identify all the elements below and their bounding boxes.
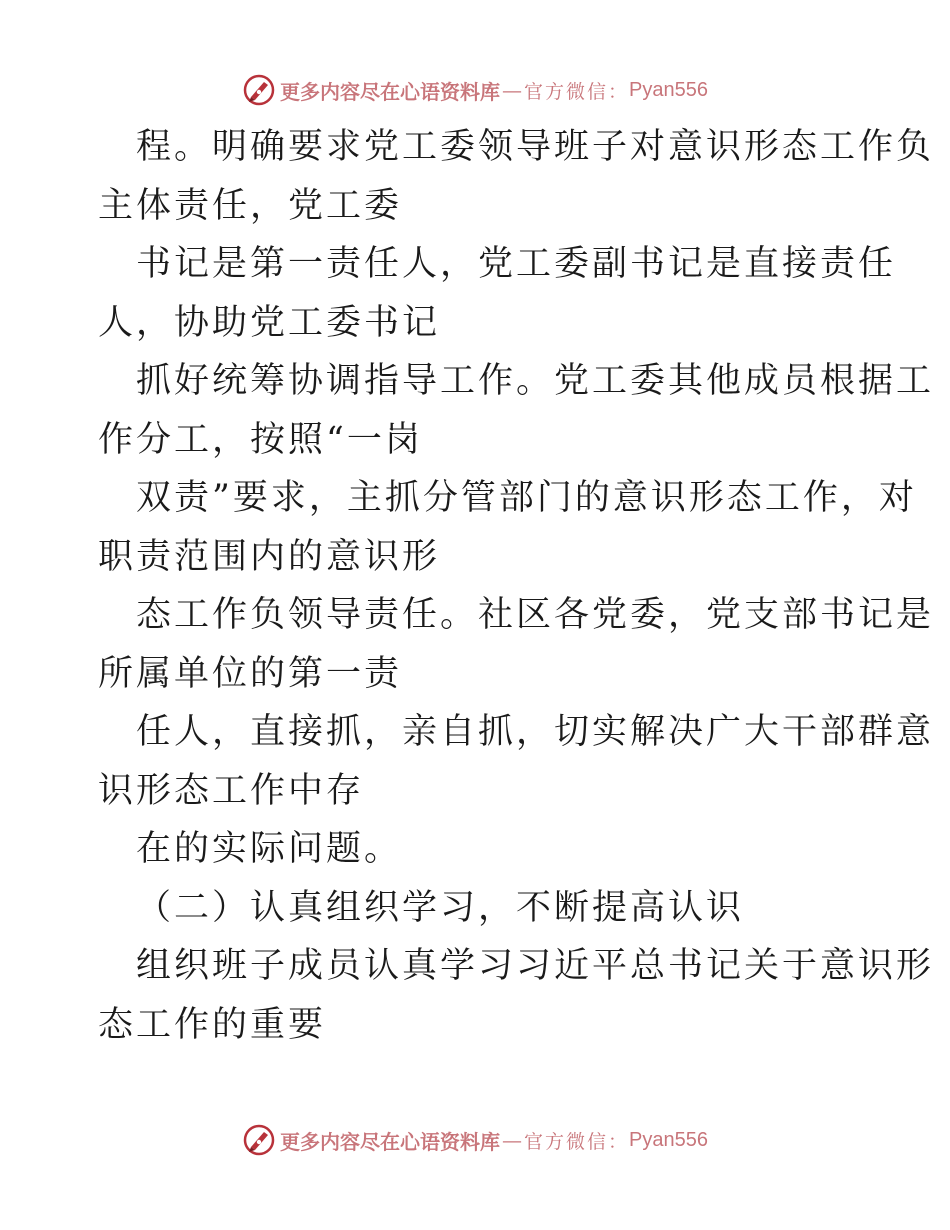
banner-wechat-id: Pyan556 <box>629 1128 708 1151</box>
body-line: 作分工，按照“一岗 <box>98 419 423 460</box>
banner-label: 官方微信： <box>524 80 630 103</box>
body-line: 主体责任，党工委 <box>98 185 403 226</box>
body-line: 任人，直接抓，亲自抓，切实解决广大干部群意 <box>136 712 935 752</box>
body-line: 职责范围内的意识形 <box>98 536 441 577</box>
body-line: 人，协助党工委书记 <box>98 302 441 343</box>
body-line: 态工作的重要 <box>98 1004 327 1045</box>
banner-label: 官方微信： <box>524 1130 630 1153</box>
body-line: 识形态工作中存 <box>98 770 365 811</box>
body-line: 程。明确要求党工委领导班子对意识形态工作负 <box>136 127 935 167</box>
body-line: 双责”要求，主抓分管部门的意识形态工作，对 <box>136 478 917 518</box>
banner-dash: — <box>502 78 522 102</box>
body-line: 在的实际问题。 <box>136 829 403 869</box>
body-line: 所属单位的第一责 <box>98 653 403 694</box>
body-line: 态工作负领导责任。社区各党委，党支部书记是 <box>136 595 935 635</box>
banner-brand: 更多内容尽在心语资料库 <box>280 79 500 104</box>
section-heading: （二）认真组织学习，不断提高认识 <box>136 887 745 928</box>
body-line: 书记是第一责任人，党工委副书记是直接责任 <box>136 244 897 284</box>
banner-dash: — <box>502 1128 522 1152</box>
header-banner <box>0 72 950 108</box>
banner-brand: 更多内容尽在心语资料库 <box>280 1129 500 1154</box>
footer-banner <box>0 1122 950 1158</box>
pen-logo-icon <box>242 1123 276 1157</box>
document-body <box>98 118 935 1054</box>
body-line: 抓好统筹协调指导工作。党工委其他成员根据工 <box>136 361 935 401</box>
body-line: 组织班子成员认真学习习近平总书记关于意识形 <box>136 946 935 986</box>
banner-wechat-id: Pyan556 <box>629 78 708 101</box>
pen-logo-icon <box>242 73 276 107</box>
